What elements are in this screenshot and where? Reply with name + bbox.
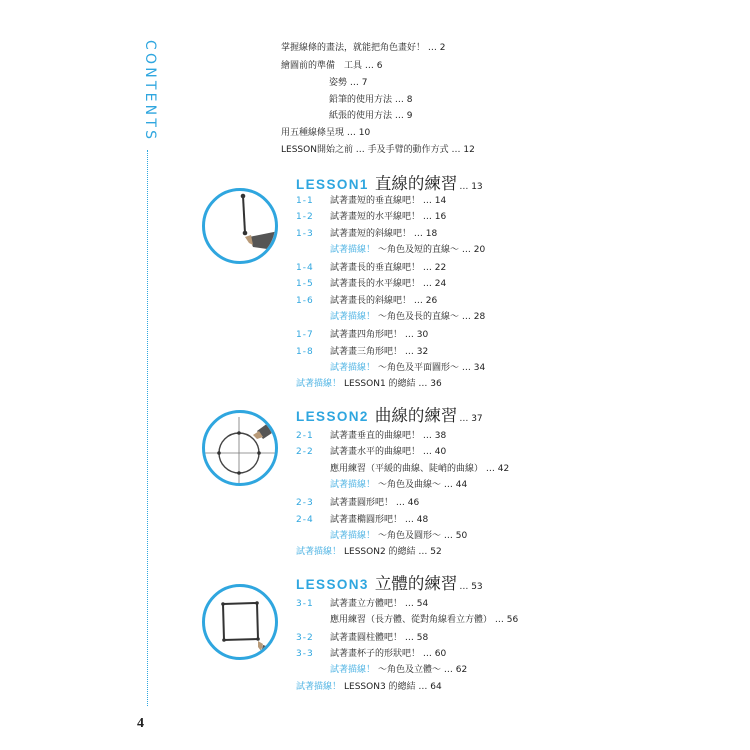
toc-entry-text: 試著畫圓柱體吧！ … 58 <box>330 633 429 643</box>
section-number: 1-5 <box>296 279 314 289</box>
toc-entry-text: ～角色及立體～ … 62 <box>378 665 468 675</box>
lesson-page: … 37 <box>459 414 483 424</box>
toc-entry-text: 試著畫圓形吧！ … 46 <box>330 498 420 508</box>
toc-entry-text: LESSON1 的總結 … 36 <box>344 379 442 389</box>
toc-entry-text: 試著畫立方體吧！ … 54 <box>330 599 429 609</box>
lesson-title: 曲線的練習 <box>374 406 458 425</box>
lesson-1-heading[interactable] <box>296 170 483 194</box>
toc-entry-text: 試著畫長的垂直線吧！ … 22 <box>330 263 447 273</box>
tracing-label: 試著描線！ <box>296 682 342 692</box>
section-number: 1-3 <box>296 229 314 239</box>
tracing-label: 試著描線！ <box>330 245 376 255</box>
toc-entry-text: 試著畫水平的曲線吧！ … 40 <box>330 447 447 457</box>
lesson-title: 直線的練習 <box>374 174 458 193</box>
dotted-rule <box>147 150 148 706</box>
toc-entry-text: 用五種線條呈現 … 10 <box>281 128 371 138</box>
tracing-label: 試著描線！ <box>330 312 376 322</box>
section-number: 1-6 <box>296 296 314 306</box>
toc-entry-text: ～角色及平面圖形～ … 34 <box>378 363 486 373</box>
contents-vertical-title: CONTENTS <box>142 40 158 143</box>
tracing-label: 試著描線！ <box>330 665 376 675</box>
toc-entry-text: 應用練習（長方體、從對角線看立方體） … 56 <box>330 615 519 625</box>
toc-entry-text: 紙張的使用方法 … 9 <box>329 111 413 121</box>
page-number: 4 <box>137 716 144 731</box>
toc-entry-text: 試著畫短的水平線吧！ … 16 <box>330 212 447 222</box>
toc-entry-text: LESSON3 的總結 … 64 <box>344 682 442 692</box>
tracing-label: 試著描線！ <box>330 531 376 541</box>
toc-entry-text: 掌握線條的畫法，就能把角色畫好！ … 2 <box>281 43 446 53</box>
toc-entry-text: ～角色及長的直線～ … 28 <box>378 312 486 322</box>
lesson-2-heading[interactable] <box>296 402 483 426</box>
lesson-label: LESSON1 <box>296 177 369 192</box>
section-number: 3-2 <box>296 633 314 643</box>
section-number: 2-1 <box>296 431 314 441</box>
section-number: 1-1 <box>296 196 314 206</box>
lesson-title: 立體的練習 <box>374 574 458 593</box>
lesson-3-heading[interactable] <box>296 570 483 594</box>
toc-entry-text: 繪圖前的準備 工具 … 6 <box>281 61 383 71</box>
toc-entry-text: 試著畫四角形吧！ … 30 <box>330 330 429 340</box>
section-number: 2-3 <box>296 498 314 508</box>
toc-entry-text: 試著畫長的斜線吧！ … 26 <box>330 296 438 306</box>
toc-entry-text: 應用練習（平緩的曲線、陡峭的曲線） … 42 <box>330 464 510 474</box>
toc-entry-text: LESSON2 的總結 … 52 <box>344 547 442 557</box>
toc-entry-text: 試著畫短的垂直線吧！ … 14 <box>330 196 447 206</box>
section-number: 1-4 <box>296 263 314 273</box>
tracing-label: 試著描線！ <box>296 379 342 389</box>
toc-entry-text: 試著畫三角形吧！ … 32 <box>330 347 429 357</box>
tracing-label: 試著描線！ <box>330 363 376 373</box>
section-number: 2-4 <box>296 515 314 525</box>
section-number: 1-7 <box>296 330 314 340</box>
pencil-square-illustration-icon <box>202 584 278 660</box>
lesson-page: … 53 <box>459 582 483 592</box>
toc-entry-text: 試著畫長的水平線吧！ … 24 <box>330 279 447 289</box>
pencil-vertical-line-illustration-icon <box>202 188 278 264</box>
pencil-circle-illustration-icon <box>202 410 278 486</box>
toc-entry-text: ～角色及短的直線～ … 20 <box>378 245 486 255</box>
toc-entry-text: LESSON開始之前 … 手及手臂的動作方式 … 12 <box>281 145 475 155</box>
section-number: 1-8 <box>296 347 314 357</box>
toc-entry-text: ～角色及曲線～ … 44 <box>378 480 468 490</box>
toc-entry-text: 試著畫橢圓形吧！ … 48 <box>330 515 429 525</box>
lesson-page: … 13 <box>459 182 483 192</box>
lesson-label: LESSON2 <box>296 409 369 424</box>
lesson-label: LESSON3 <box>296 577 369 592</box>
toc-entry-text: 試著畫垂直的曲線吧！ … 38 <box>330 431 447 441</box>
tracing-label: 試著描線！ <box>296 547 342 557</box>
toc-entry-text: 試著畫杯子的形狀吧！ … 60 <box>330 649 447 659</box>
section-number: 3-1 <box>296 599 314 609</box>
toc-entry-text: ～角色及圓形～ … 50 <box>378 531 468 541</box>
section-number: 3-3 <box>296 649 314 659</box>
toc-entry-text: 鉛筆的使用方法 … 8 <box>329 95 413 105</box>
toc-entry-text: 姿勢 … 7 <box>329 78 368 88</box>
section-number: 2-2 <box>296 447 314 457</box>
toc-entry-text: 試著畫短的斜線吧！ … 18 <box>330 229 438 239</box>
section-number: 1-2 <box>296 212 314 222</box>
tracing-label: 試著描線！ <box>330 480 376 490</box>
